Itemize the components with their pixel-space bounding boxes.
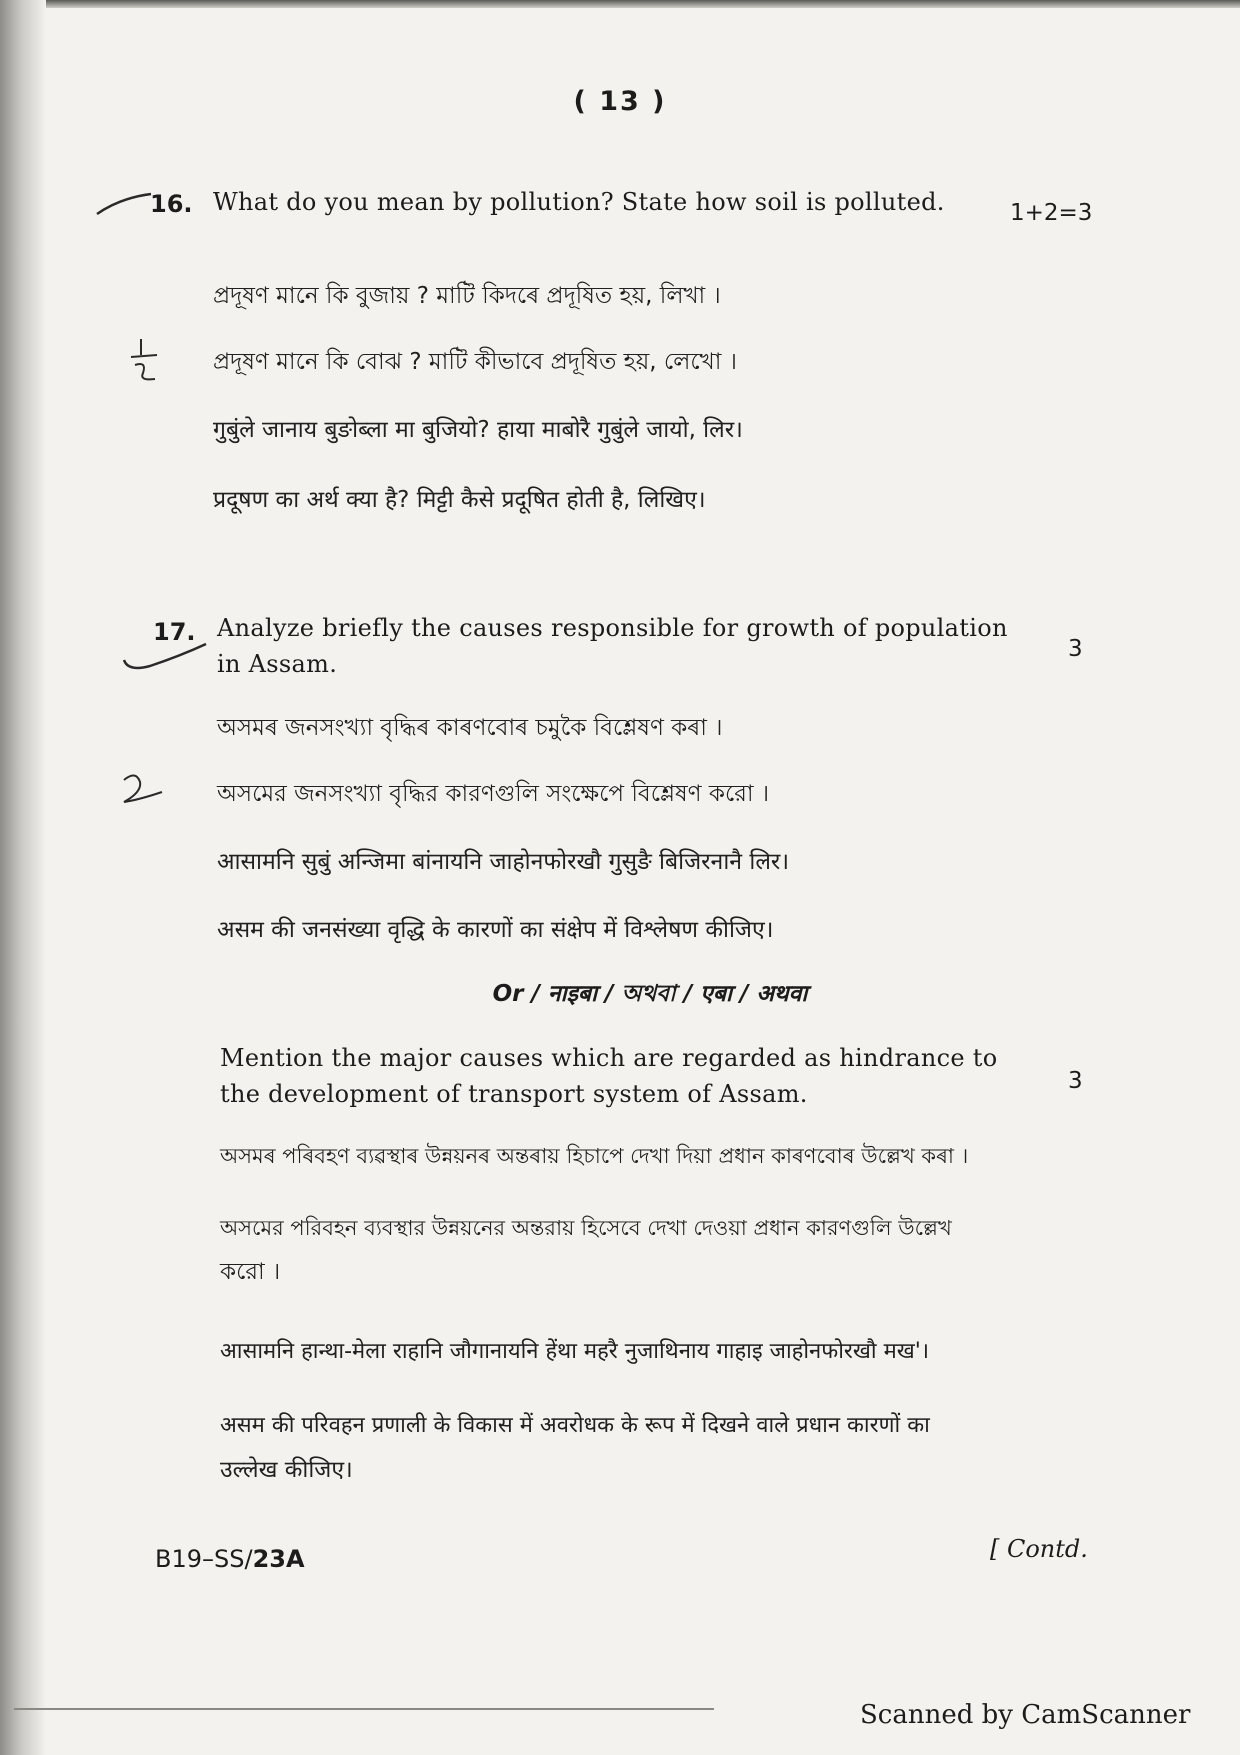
- q17-bodo: आसामनि सुबुं अन्जिमा बांनायनि जाहोनफोरखौ गुसुङै बिजिरनानै लिर।: [217, 849, 790, 875]
- handwritten-2-mark: [118, 770, 168, 810]
- q16-assamese: প্ৰদূষণ মানে কি বুজায় ? মাটি কিদৰে প্ৰদূষিত হয়, লিখা ।: [213, 283, 721, 309]
- q16-hindi: प्रदूषण का अर्थ क्या है? मिट्टी कैसे प्रदूषित होती है, लिखिए।: [213, 487, 706, 513]
- or-separator: Or / नाइबा / অথবা / एबा / अथवा: [492, 981, 808, 1007]
- pen-underline-mark: [120, 640, 210, 674]
- bottom-rule: [14, 1708, 714, 1710]
- page-number: ( 13 ): [573, 86, 667, 117]
- q17-alt-hindi-line2: उल्लेख कीजिए।: [220, 1457, 353, 1483]
- question-16-number: 16.: [150, 190, 193, 218]
- question-17-text-line1: Analyze briefly the causes responsible for growth of population: [217, 614, 1008, 642]
- question-16-text: What do you mean by pollution? State how soil is polluted.: [213, 188, 945, 216]
- q16-bengali: প্রদূষণ মানে কি বোঝ ? মাটি কীভাবে প্রদূষিত হয়, লেখো ।: [213, 349, 737, 375]
- page-top-edge: [0, 0, 1240, 8]
- question-17-number: 17.: [153, 618, 196, 646]
- question-17-alt-marks: 3: [1068, 1068, 1083, 1094]
- question-17-text-line2: in Assam.: [217, 650, 338, 678]
- q16-bodo: गुबुंले जानाय बुङोब्ला मा बुजियो? हाया माबोरै गुबुंले जायो, लिर।: [213, 417, 743, 443]
- q17-alt-assamese: অসমৰ পৰিবহণ ব্যৱস্থাৰ উন্নয়নৰ অন্তৰায় হিচাপে দেখা দিয়া প্ৰধান কাৰণবোৰ উল্লেখ কৰা ।: [220, 1144, 969, 1168]
- q17-assamese: অসমৰ জনসংখ্যা বৃদ্ধিৰ কাৰণবোৰ চমুকৈ বিশ্লেষণ কৰা ।: [217, 715, 723, 741]
- q17-alt-bengali-line1: অসমের পরিবহন ব্যবস্থার উন্নয়নের অন্তরায় হিসেবে দেখা দেওয়া প্রধান কারণগুলি উল্লেখ: [220, 1216, 952, 1240]
- continued-label: [ Contd.: [990, 1535, 1088, 1563]
- paper-code: B19–SS/23A: [155, 1545, 305, 1573]
- question-17-alt-text-line2: the development of transport system of Assam.: [220, 1080, 808, 1108]
- q17-bengali: অসমের জনসংখ্যা বৃদ্ধির কারণগুলি সংক্ষেপে বিশ্লেষণ করো ।: [217, 781, 770, 807]
- question-17-alt-text-line1: Mention the major causes which are regarded as hindrance to: [220, 1044, 998, 1072]
- q17-alt-bengali-line2: করো ।: [220, 1259, 281, 1285]
- q17-hindi: असम की जनसंख्या वृद्धि के कारणों का संक्षेप में विश्लेषण कीजिए।: [217, 917, 774, 943]
- q17-alt-bodo: आसामनि हान्था-मेला राहानि जौगानायनि हेंथा महरै नुजाथिनाय गाहाइ जाहोनफोरखौ मख'।: [220, 1339, 930, 1364]
- page-fold-shadow: [0, 0, 46, 1755]
- question-17-marks: 3: [1068, 636, 1083, 662]
- pen-tick-mark: [95, 188, 155, 218]
- scanner-watermark: Scanned by CamScanner: [860, 1700, 1191, 1730]
- question-16-marks: 1+2=3: [1010, 200, 1093, 226]
- q17-alt-hindi-line1: असम की परिवहन प्रणाली के विकास में अवरोधक के रूप में दिखने वाले प्रधान कारणों का: [220, 1413, 930, 1438]
- handwritten-half-mark: [125, 335, 165, 385]
